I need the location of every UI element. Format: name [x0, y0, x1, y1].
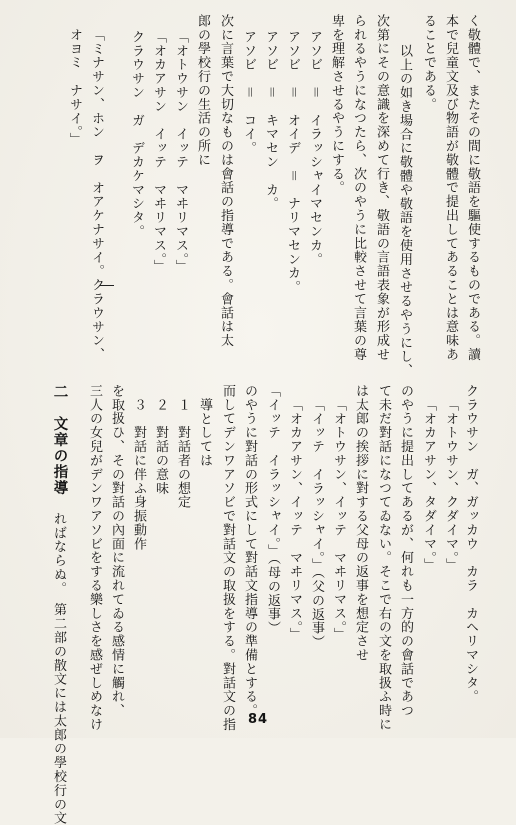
text-column: ればならぬ。 第二部の散文には太郎の學校行の文 [51, 512, 66, 825]
text-column: 「オカアサン、イッテ マヰリマス。」 [287, 398, 302, 642]
text-column: 三人の女兒がデンワアソビをする樂しさを感ぜしめなけ [87, 384, 102, 732]
text-column: 本で兒童文及び物語が敬體で提出してあることは意味あ [443, 14, 458, 362]
text-column: 以上の如き場合に敬體や敬語を使用させるやうにし、 [397, 44, 412, 378]
text-column: １ 對話者の想定 [175, 398, 190, 510]
text-column: 導としては [197, 398, 212, 468]
text-column: 而してデンワアソビで對話文の取扱をする。對話文の指 [220, 384, 235, 732]
text-column: アソビ ＝ イラッシャイマセンカ。 [307, 30, 322, 267]
text-column: て未だ對話になつてゐない。そこで右の文を取扱ふ時に [376, 384, 391, 732]
text-column: 「オカアサン イッテ マヰリマス。」 [151, 30, 166, 274]
text-column: ることである。 [421, 14, 436, 112]
text-column: アソビ ＝ オイデ ＝ ナリマセンカ。 [285, 30, 300, 295]
text-column: 郎の學校行の生活の所に [195, 14, 210, 167]
text-column: 「オトウサン、クダイマ。」 [443, 398, 458, 573]
text-column: 「オトウサン イッテ マヰリマス。」 [173, 30, 188, 274]
text-column: オヨミ ナサイ。」 [67, 28, 82, 147]
text-column: ２ 對話の意味 [153, 398, 168, 496]
text-column: のやうに對話の形式にして對話文指導の準備とする。 [242, 384, 257, 718]
text-column: を取扱ひ、その對話の內面に流れてゐる感情に觸れ、 [109, 384, 124, 718]
text-column: のやうに提出してあるが、何れも一方的の會話であつ [398, 384, 413, 718]
text-column: 「オトウサン、イッテ マヰリマス。」 [331, 398, 346, 642]
page-number: 84 [247, 712, 269, 727]
text-column: ３ 對話に伴ふ身振動作 [131, 398, 146, 551]
text-column: は太郎の挨拶に對する父母の返事を想定させ [353, 384, 368, 662]
text-column: 「イッテ イラッシャイ。」（母の返事） [265, 384, 280, 636]
section-heading: 二 文章の指導 [51, 384, 69, 496]
section-gap [36, 358, 476, 359]
text-column: 「ミナサン、ホン ヲ オアケナサイ。クラウサン、 [89, 28, 104, 362]
text-column: クラウサン ガ、ガッカウ カラ カヘリマシタ。 [463, 384, 478, 704]
text-column: アソビ ＝ コイ。 [241, 30, 256, 156]
text-column: クラウサン ガ デカケマシタ。 [129, 30, 144, 239]
text-column: 次第にその意識を深めて行き、敬語の言語表象が形成せ [374, 14, 389, 362]
text-column: られるやうになつたら、次のやうに比較させて言葉の尊 [351, 14, 366, 362]
text-column: く敬體で、またその間に敬語を驅使するものである。讀 [465, 14, 480, 362]
text-column: 卑を理解させるやうにする。 [329, 14, 344, 195]
text-column: 次に言葉で大切なものは會話の指導である。會話は太 [218, 14, 233, 348]
text-column: 「イッテ イラッシャイ。」（父の返事） [309, 398, 324, 650]
text-column: 「オカアサン、タダイマ。」 [421, 398, 436, 573]
text-column: アソビ ＝ キマセン カ。 [263, 30, 278, 211]
